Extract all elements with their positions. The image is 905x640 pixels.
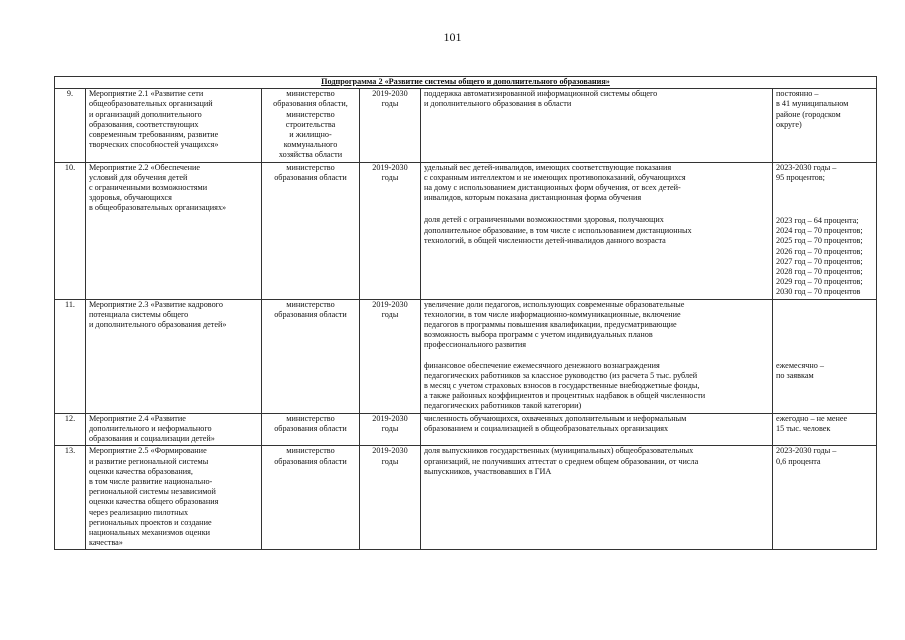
row-number: 12. bbox=[55, 413, 86, 446]
value-text: ежегодно – не менее 15 тыс. человек bbox=[776, 413, 848, 433]
event-cell: Мероприятие 2.3 «Развитие кадрового потенциала системы общего и дополнительного образования детей» bbox=[86, 299, 262, 413]
event-cell: Мероприятие 2.2 «Обеспечение условий для обучения детей с ограниченными возможностями здоровья, обучающихся в общеобразовательных организациях» bbox=[86, 162, 262, 299]
subprogram-title: Подпрограмма 2 «Развитие системы общего и дополнительного образования» bbox=[321, 77, 610, 86]
period-cell: 2019-2030 годы bbox=[360, 299, 421, 413]
event-cell: Мероприятие 2.1 «Развитие сети общеобразовательных организаций и организаций дополнительного образования, соответствующих современным требованиям, развитие творческих способностей учащихся» bbox=[86, 89, 262, 162]
table-row bbox=[55, 89, 877, 162]
indicator-cell bbox=[421, 413, 773, 446]
value-text: 2023 год – 64 процента; 2024 год – 70 процентов; 2025 год – 70 процентов; 2026 год – 70 процентов; 2027 год – 70 процентов; 2028 год – 70 процентов; 2029 год – 70 процентов; 2030 год – 70 процентов bbox=[776, 216, 863, 297]
indicator-text: увеличение доли педагогов, использующих современные образовательные технологии, в том числе информационно-коммуникационные, включение педагогов в программы повышения квалификации, предусматривающие возможность выбора программ с учетом индивидуальных планов профессионального развития bbox=[424, 299, 685, 350]
indicator-text: доля выпускников государственных (муниципальных) общеобразовательных организаций, не получивших аттестат о среднем общем образовании, от числа выпускников, участвовавших в ГИА bbox=[424, 446, 699, 476]
row-number: 13. bbox=[55, 446, 86, 550]
indicator-text: численность обучающихся, охваченных дополнительным и неформальным образованием и социализацией в общеобразовательных организациях bbox=[424, 413, 687, 433]
measures-table bbox=[54, 76, 877, 550]
value-cell bbox=[773, 162, 877, 299]
period-cell: 2019-2030 годы bbox=[360, 413, 421, 446]
period-cell: 2019-2030 годы bbox=[360, 162, 421, 299]
row-number: 10. bbox=[55, 162, 86, 299]
indicator-text: доля детей с ограниченными возможностями здоровья, получающих дополнительное образование, в том числе с использованием дистанционных технологий, в общей численности детей-инвалидов данного возраста bbox=[424, 215, 692, 245]
value-text: 2023-2030 годы – 0,6 процента bbox=[776, 446, 837, 466]
value-cell bbox=[773, 413, 877, 446]
table-row bbox=[55, 446, 877, 550]
indicator-cell bbox=[421, 89, 773, 162]
executor-cell: министерство образования области, министерство строительства и жилищно- коммунального хозяйства области bbox=[262, 89, 360, 162]
row-number: 9. bbox=[55, 89, 86, 162]
event-cell: Мероприятие 2.4 «Развитие дополнительного и неформального образования и социализации детей» bbox=[86, 413, 262, 446]
value-cell bbox=[773, 89, 877, 162]
indicator-text: удельный вес детей-инвалидов, имеющих соответствующие показания с сохранным интеллектом и не имеющих противопоказаний, обучающихся на дому с использованием дистанционных форм обучения, от всех детей- инвалидов, которым показана дистанционная форма обучения bbox=[424, 162, 686, 203]
table-row bbox=[55, 299, 877, 413]
value-text: ежемесячно – по заявкам bbox=[776, 360, 824, 380]
period-cell: 2019-2030 годы bbox=[360, 89, 421, 162]
indicator-text: финансовое обеспечение ежемесячного денежного вознаграждения педагогических работников за классное руководство (из расчета 5 тыс. рублей в месяц с учетом страховых взносов в государственные внебюджетные фонды, а также районных коэффициентов и процентных надбавок в общей численности педагогических работников такой категории) bbox=[424, 360, 706, 411]
executor-cell: министерство образования области bbox=[262, 446, 360, 550]
indicator-cell bbox=[421, 446, 773, 550]
executor-cell: министерство образования области bbox=[262, 162, 360, 299]
value-cell bbox=[773, 446, 877, 550]
value-cell bbox=[773, 299, 877, 413]
period-cell: 2019-2030 годы bbox=[360, 446, 421, 550]
row-number: 11. bbox=[55, 299, 86, 413]
subprogram-header-row bbox=[55, 77, 877, 89]
indicator-text: поддержка автоматизированной информационной системы общего и дополнительного образования в области bbox=[424, 89, 658, 109]
indicator-cell bbox=[421, 299, 773, 413]
value-text: 2023-2030 годы – 95 процентов; bbox=[776, 162, 837, 182]
value-text: постоянно – в 41 муниципальном районе (городском округе) bbox=[776, 89, 849, 129]
executor-cell: министерство образования области bbox=[262, 299, 360, 413]
table-row bbox=[55, 413, 877, 446]
indicator-cell bbox=[421, 162, 773, 299]
event-cell: Мероприятие 2.5 «Формирование и развитие региональной системы оценки качества образования, в том числе развитие национально- региональной системы независимой оценки качества общего образования через реализацию пилотных региональных проектов и создание национальных механизмов оценки качества» bbox=[86, 446, 262, 550]
page-number: 101 bbox=[443, 30, 462, 44]
table-row bbox=[55, 162, 877, 299]
executor-cell: министерство образования области bbox=[262, 413, 360, 446]
